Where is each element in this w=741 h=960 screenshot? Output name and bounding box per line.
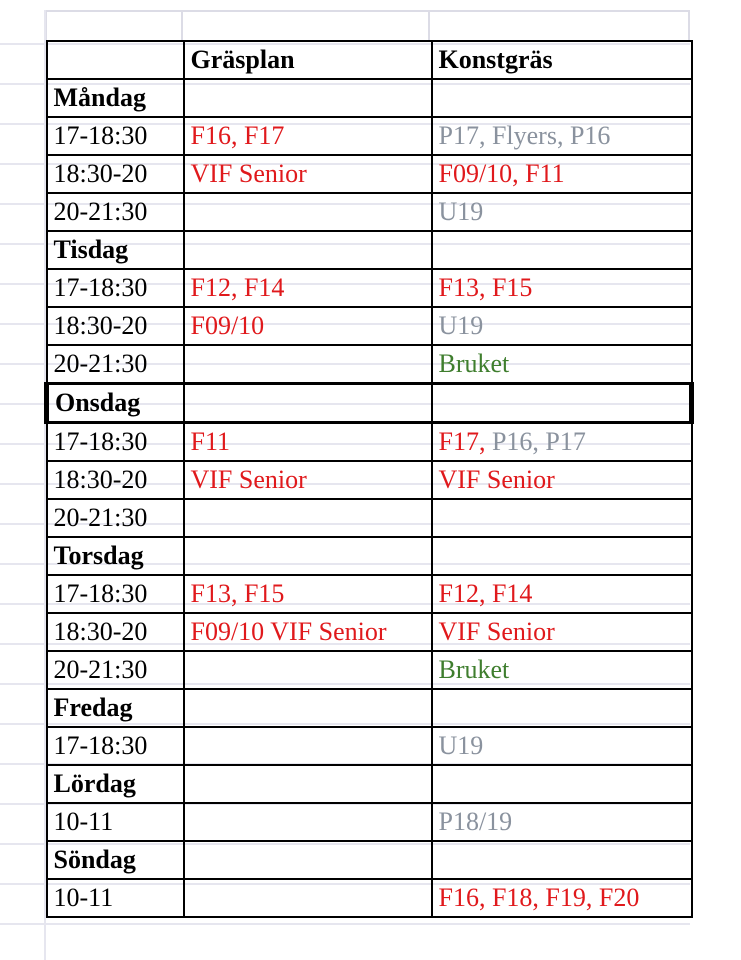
grasplan-cell[interactable] — [184, 117, 432, 155]
time-slot-row — [47, 499, 692, 537]
konstgras-cell[interactable] — [432, 461, 692, 499]
time-cell[interactable] — [47, 307, 184, 345]
cell-text: F12, F14 — [438, 579, 533, 608]
cell-text: 18:30-20 — [53, 311, 148, 340]
cell-text: VIF Senior — [438, 617, 555, 646]
cell-text: F17, — [438, 427, 486, 456]
day-label-cell[interactable] — [47, 384, 184, 423]
cell-text: P18/19 — [438, 807, 513, 836]
header-cell-empty[interactable] — [47, 41, 184, 79]
day-row — [47, 689, 692, 727]
cell-text: P17, Flyers, P16 — [438, 121, 611, 150]
time-slot-row — [47, 117, 692, 155]
cell-text: Tisdag — [53, 235, 129, 264]
grasplan-cell[interactable] — [184, 841, 432, 879]
time-cell[interactable] — [47, 575, 184, 613]
konstgras-cell[interactable] — [432, 79, 692, 117]
time-cell[interactable] — [47, 613, 184, 651]
grasplan-cell[interactable] — [184, 231, 432, 269]
time-cell[interactable] — [47, 727, 184, 765]
cell-text: U19 — [438, 731, 484, 760]
cell-text: F16, F17 — [190, 121, 285, 150]
time-cell[interactable] — [47, 499, 184, 537]
time-slot-row — [47, 345, 692, 384]
konstgras-cell[interactable] — [432, 765, 692, 803]
cell-text: 20-21:30 — [53, 503, 148, 532]
grasplan-cell[interactable] — [184, 727, 432, 765]
grasplan-cell[interactable] — [184, 79, 432, 117]
time-slot-row — [47, 461, 692, 499]
cell-text: 10-11 — [53, 883, 114, 912]
header-cell-konstgras[interactable]: Konstgräs — [432, 41, 692, 79]
grasplan-cell[interactable] — [184, 575, 432, 613]
day-label-cell[interactable] — [47, 765, 184, 803]
konstgras-cell[interactable] — [432, 879, 692, 917]
cell-text: 20-21:30 — [53, 655, 148, 684]
grasplan-cell[interactable] — [184, 345, 432, 384]
day-row — [47, 384, 692, 423]
time-slot-row — [47, 269, 692, 307]
cell-text: P16, P17 — [485, 427, 586, 456]
konstgras-cell[interactable] — [432, 193, 692, 231]
grasplan-cell[interactable] — [184, 193, 432, 231]
grid-line — [0, 923, 690, 925]
grasplan-cell[interactable] — [184, 803, 432, 841]
cell-text: Torsdag — [53, 541, 144, 570]
day-label-cell[interactable] — [47, 841, 184, 879]
cell-text: 17-18:30 — [53, 579, 148, 608]
spreadsheet-top-row[interactable] — [45, 10, 690, 40]
cell-text: Bruket — [438, 349, 510, 378]
cell-text: VIF Senior — [438, 465, 555, 494]
konstgras-cell[interactable] — [432, 575, 692, 613]
grasplan-cell[interactable] — [184, 461, 432, 499]
cell-text: F11 — [190, 427, 230, 456]
time-cell[interactable] — [47, 193, 184, 231]
grasplan-cell[interactable] — [184, 537, 432, 575]
header-row — [47, 41, 692, 79]
konstgras-cell[interactable] — [432, 803, 692, 841]
day-label-cell[interactable] — [47, 79, 184, 117]
konstgras-cell[interactable] — [432, 537, 692, 575]
time-slot-row — [47, 879, 692, 917]
grasplan-cell[interactable] — [184, 307, 432, 345]
cell-text: 20-21:30 — [53, 197, 148, 226]
time-cell[interactable] — [47, 423, 184, 462]
cell-text: 18:30-20 — [53, 159, 148, 188]
cell-text: Onsdag — [55, 388, 141, 417]
konstgras-cell[interactable] — [432, 841, 692, 879]
day-row — [47, 231, 692, 269]
konstgras-cell[interactable] — [432, 307, 692, 345]
cell-text: 17-18:30 — [53, 427, 148, 456]
cell-text: 17-18:30 — [53, 731, 148, 760]
cell-text: F13, F15 — [438, 273, 533, 302]
konstgras-cell[interactable] — [432, 423, 692, 462]
cell-text: 18:30-20 — [53, 617, 148, 646]
time-cell[interactable] — [47, 345, 184, 384]
konstgras-cell[interactable] — [432, 689, 692, 727]
cell-text: Söndag — [53, 845, 136, 874]
cell-text: 17-18:30 — [53, 121, 148, 150]
grasplan-cell[interactable] — [184, 689, 432, 727]
time-slot-row — [47, 613, 692, 651]
day-row — [47, 537, 692, 575]
cell-text: 20-21:30 — [53, 349, 148, 378]
time-cell[interactable] — [47, 651, 184, 689]
day-label-cell[interactable] — [47, 689, 184, 727]
cell-text: 17-18:30 — [53, 273, 148, 302]
cell-text: F16, F18, F19, F20 — [438, 883, 640, 912]
cell-text: VIF Senior — [190, 465, 307, 494]
grasplan-cell[interactable] — [184, 651, 432, 689]
cell-text: 10-11 — [53, 807, 114, 836]
grasplan-cell[interactable] — [184, 765, 432, 803]
time-slot-row — [47, 155, 692, 193]
konstgras-cell[interactable] — [432, 155, 692, 193]
cell-text: Lördag — [53, 769, 136, 798]
konstgras-cell[interactable] — [432, 499, 692, 537]
grasplan-cell[interactable] — [184, 155, 432, 193]
cell-text: F13, F15 — [190, 579, 285, 608]
time-cell[interactable] — [47, 155, 184, 193]
cell-text: 18:30-20 — [53, 465, 148, 494]
cell-text: Måndag — [53, 83, 146, 112]
time-slot-row — [47, 423, 692, 462]
time-slot-row — [47, 803, 692, 841]
header-cell-grasplan[interactable]: Gräsplan — [184, 41, 432, 79]
day-label-cell[interactable] — [47, 231, 184, 269]
schedule-table — [44, 40, 694, 918]
day-row — [47, 79, 692, 117]
time-slot-row — [47, 651, 692, 689]
konstgras-cell[interactable] — [432, 384, 692, 423]
grasplan-cell[interactable] — [184, 269, 432, 307]
day-label-cell[interactable] — [47, 537, 184, 575]
time-slot-row — [47, 727, 692, 765]
grasplan-cell[interactable] — [184, 499, 432, 537]
cell-text: F12, F14 — [190, 273, 285, 302]
konstgras-cell[interactable] — [432, 117, 692, 155]
cell-text: VIF Senior — [190, 159, 307, 188]
konstgras-cell[interactable] — [432, 231, 692, 269]
cell-text: F09/10, F11 — [438, 159, 565, 188]
day-row — [47, 841, 692, 879]
time-cell[interactable] — [47, 269, 184, 307]
konstgras-cell[interactable] — [432, 727, 692, 765]
grasplan-cell[interactable] — [184, 613, 432, 651]
cell-text: U19 — [438, 311, 484, 340]
day-row — [47, 765, 692, 803]
time-slot-row — [47, 575, 692, 613]
time-slot-row — [47, 307, 692, 345]
cell-text: F09/10 VIF Senior — [190, 617, 387, 646]
grasplan-cell[interactable] — [184, 423, 432, 462]
cell-text: U19 — [438, 197, 484, 226]
time-cell[interactable] — [47, 117, 184, 155]
konstgras-cell[interactable] — [432, 613, 692, 651]
konstgras-cell[interactable] — [432, 345, 692, 384]
cell-text: Bruket — [438, 655, 510, 684]
cell-text: F09/10 — [190, 311, 265, 340]
time-cell[interactable] — [47, 461, 184, 499]
time-slot-row — [47, 193, 692, 231]
cell-text: Fredag — [53, 693, 133, 722]
konstgras-cell[interactable] — [432, 269, 692, 307]
time-cell[interactable] — [47, 803, 184, 841]
grasplan-cell[interactable] — [184, 384, 432, 423]
grasplan-cell[interactable] — [184, 879, 432, 917]
time-cell[interactable] — [47, 879, 184, 917]
konstgras-cell[interactable] — [432, 651, 692, 689]
